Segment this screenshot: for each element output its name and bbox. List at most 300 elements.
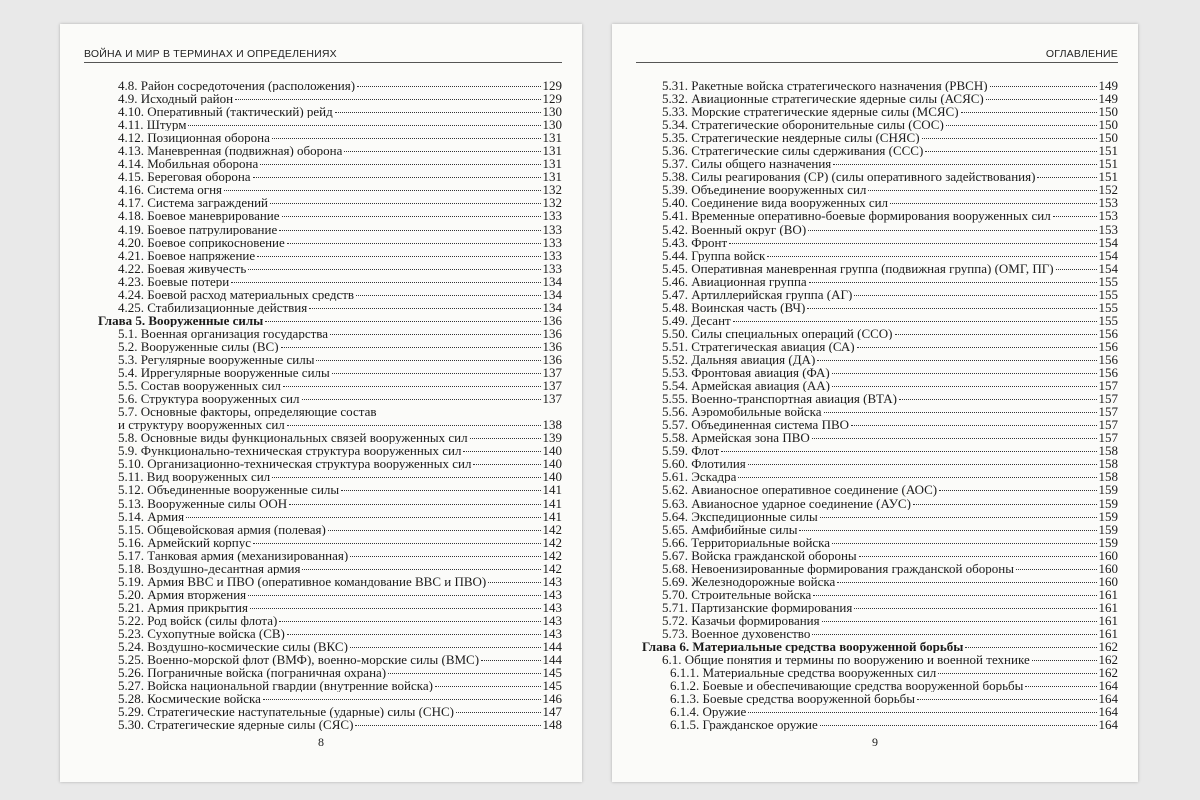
dot-leader [328,530,541,531]
toc-entry-page: 129 [542,78,562,93]
dot-leader [851,425,1096,426]
dot-leader [986,99,1097,100]
toc-entry-page: 134 [542,299,562,315]
dot-leader [1056,269,1097,270]
toc-entry [98,144,562,157]
toc-chapter-entry [642,640,1118,653]
toc-entry-page: 137 [542,365,562,381]
dot-leader [748,712,1096,713]
toc-entry-title: Глава 6. Материальные средства вооруженной борьбы [642,640,964,654]
toc-entry-title: 6.1.3. Боевые средства вооруженной борьбы [670,692,916,706]
toc-entry-title: 5.27. Войска национальной гвардии (внутренние войска) [118,679,433,693]
toc-entry-title: 5.8. Основные виды функциональных связей вооруженных сил [118,431,468,445]
toc-entry-title: 5.73. Военное духовенство [662,626,811,641]
toc-entry-page: 153 [1098,221,1118,237]
dot-leader [231,282,540,283]
dot-leader [481,660,540,661]
toc-entry-page: 164 [1098,678,1118,694]
toc-entry [642,249,1118,262]
toc-entry-title: 5.24. Воздушно-космические силы (ВКС) [118,640,348,654]
dot-leader [925,151,1096,152]
dot-leader [938,673,1096,674]
toc-entry-page: 142 [542,560,562,576]
toc-entry-page: 137 [542,391,562,407]
toc-entry-page: 141 [542,495,562,511]
dot-leader [748,464,1097,465]
toc-entry-page: 144 [542,639,562,655]
dot-leader [854,295,1096,296]
toc-entry [98,353,562,366]
toc-entry-page: 129 [542,91,562,107]
toc-entry-title: 4.23. Боевые потери [118,274,230,288]
toc-entry-title: 5.60. Флотилия [662,457,746,471]
toc-entry-page: 146 [542,691,562,707]
toc-entry-title: и структуру вооруженных сил [118,418,285,432]
toc-entry [642,588,1118,601]
dot-leader [224,190,540,191]
toc-entry-title: 5.37. Силы общего назначения [662,157,832,171]
toc-entry-page: 143 [542,586,562,602]
dot-leader [812,438,1097,439]
toc-entry [98,392,562,405]
toc-entry-page: 136 [542,325,562,341]
toc-entry-page: 151 [1098,169,1118,185]
toc-entry-title: 5.36. Стратегические силы сдерживания (ССС) [662,144,924,158]
page-number: 8 [318,735,324,749]
toc-entry-title: 5.23. Сухопутные войска (СВ) [118,626,285,641]
toc-entry-title: 4.15. Береговая оборона [118,170,251,184]
toc-entry [642,288,1118,301]
toc-entry [98,549,562,562]
toc-entry-page: 160 [1098,573,1118,589]
toc-entry [98,340,562,353]
toc-entry-title: 5.5. Состав вооруженных сил [118,379,281,393]
dot-leader [917,699,1096,700]
toc-entry-page: 158 [1098,443,1118,459]
toc-entry-page: 136 [542,312,562,328]
toc-entry-page: 159 [1098,495,1118,511]
dot-leader [265,321,540,322]
toc-entry-title: 5.69. Железнодорожные войска [662,574,836,588]
toc-entry-page: 162 [1098,652,1118,668]
toc-entry [98,262,562,275]
toc-entry-title: 5.63. Авианосное ударное соединение (АУС) [662,496,911,510]
toc-entry-title: 5.14. Армия [118,509,185,523]
toc-entry-page: 159 [1098,482,1118,498]
dot-leader [470,438,541,439]
toc-entry-title: 4.19. Боевое патрулирование [118,222,278,236]
toc-entry-page: 159 [1098,508,1118,524]
toc-entry [642,705,1118,718]
toc-entry [98,640,562,653]
toc-entry-title: 5.16. Армейский корпус [118,535,252,549]
toc-entry-page: 160 [1098,547,1118,563]
toc-entry [98,575,562,588]
toc-entry-title: 4.22. Боевая живучесть [118,261,247,275]
toc-entry-title: 5.12. Объединенные вооруженные силы [118,483,340,497]
dot-leader [922,138,1097,139]
toc-entry-title: 5.68. Невоенизированные формирования гражданской обороны [662,561,1014,575]
toc-entry [98,118,562,131]
toc-entry-title: 5.40. Соединение вида вооруженных сил [662,196,889,210]
toc-entry-title: 5.19. Армия ВВС и ПВО (оперативное командование ВВС и ПВО) [118,574,487,588]
toc-entry [642,457,1118,470]
toc-entry-title: 5.62. Авианосное оперативное соединение (АОС) [662,483,938,497]
toc-entry-page: 131 [542,130,562,146]
dot-leader [330,334,540,335]
toc-entry [642,301,1118,314]
toc-entry [98,105,562,118]
dot-leader [335,112,541,113]
toc-entry-title: 5.17. Танковая армия (механизированная) [118,548,349,562]
toc-entry-title: 5.7. Основные факторы, определяющие состав [118,405,377,419]
toc-entry-title: 5.45. Оперативная маневренная группа (подвижная группа) (ОМГ, ПГ) [662,261,1054,275]
toc-entry-page: 138 [542,417,562,433]
toc-entry-title: 5.72. Казачьи формирования [662,613,820,627]
dot-leader [350,647,541,648]
toc-entry [98,366,562,379]
toc-entry-page: 164 [1098,691,1118,707]
toc-entry-title: 4.10. Оперативный (тактический) рейд [118,105,333,119]
toc-entry-title: 5.43. Фронт [662,235,728,249]
toc-entry [98,692,562,705]
dot-leader [357,86,540,87]
toc-entry [98,601,562,614]
toc-entry [642,562,1118,575]
toc-entry-title: 6.1.1. Материальные средства вооруженных сил [670,666,937,680]
dot-leader [188,125,540,126]
dot-leader [350,556,540,557]
toc-entry [642,183,1118,196]
toc-entry-page: 134 [542,286,562,302]
toc-entry-page: 164 [1098,717,1118,733]
toc-entry-page: 151 [1098,143,1118,159]
toc-entry-page: 161 [1098,586,1118,602]
dot-leader [263,699,541,700]
toc-entry [642,209,1118,222]
toc-entry-page: 145 [542,678,562,694]
toc-entry [642,483,1118,496]
toc-entry [98,523,562,536]
dot-leader [854,608,1096,609]
dot-leader [857,347,1097,348]
toc-entry [642,510,1118,523]
dot-leader [287,634,541,635]
toc-entry [642,653,1118,666]
dot-leader [355,725,540,726]
dot-leader [302,399,541,400]
toc-entry [642,105,1118,118]
dot-leader [344,151,540,152]
toc-entry-page: 132 [542,182,562,198]
toc-entry-page: 156 [1098,351,1118,367]
toc-entry-page: 147 [542,704,562,720]
dot-leader [253,177,541,178]
toc-entry-page: 134 [542,273,562,289]
toc-entry-page: 156 [1098,338,1118,354]
toc-entry [642,170,1118,183]
toc-entry-page: 148 [542,717,562,733]
toc-entry [98,79,562,92]
toc-entry-page: 143 [542,612,562,628]
toc-entry-title: 5.31. Ракетные войска стратегического назначения (РВСН) [662,79,988,93]
dot-leader [248,595,540,596]
toc-entry-title: 6.1.4. Оружие [670,705,747,719]
dot-leader [1016,569,1097,570]
toc-entry [642,92,1118,105]
dot-leader [341,490,540,491]
toc-entry [642,340,1118,353]
dot-leader [456,712,541,713]
toc-entry-title: 5.11. Вид вооруженных сил [118,470,271,484]
dot-leader [767,256,1096,257]
toc-entry-page: 155 [1098,273,1118,289]
toc-entry-title: Глава 5. Вооруженные силы [98,313,264,327]
dot-leader [813,595,1096,596]
dot-leader [435,686,541,687]
toc-entry [98,666,562,679]
toc-entry [98,497,562,510]
toc-entry [642,692,1118,705]
dot-leader [473,464,540,465]
toc-entry [98,301,562,314]
dot-leader [939,490,1096,491]
toc-entry [642,314,1118,327]
dot-leader [832,543,1096,544]
toc-entry-page: 142 [542,534,562,550]
dot-leader [990,86,1097,87]
toc-entry-title: 5.48. Воинская часть (ВЧ) [662,300,806,314]
toc-entry-page: 157 [1098,417,1118,433]
toc-entry-title: 5.55. Военно-транспортная авиация (ВТА) [662,392,897,406]
page-number: 9 [872,735,878,749]
dot-leader [235,99,540,100]
toc-entry-title: 4.16. Система огня [118,183,223,197]
dot-leader [807,308,1096,309]
toc-entry [642,666,1118,679]
toc-entry [642,118,1118,131]
toc-entry [98,536,562,549]
toc-entry [642,79,1118,92]
toc-entry-title: 5.4. Иррегулярные вооруженные силы [118,366,330,380]
toc-entry [642,144,1118,157]
toc-entry [642,327,1118,340]
dot-leader [799,530,1096,531]
toc-entry-title: 4.8. Район сосредоточения (расположения) [118,79,356,93]
dot-leader [808,230,1096,231]
toc-entry-page: 149 [1098,78,1118,93]
toc-entry [98,444,562,457]
toc-entry-title: 5.47. Артиллерийская группа (АГ) [662,287,853,301]
dot-leader [272,477,540,478]
toc-entry-title: 5.1. Военная организация государства [118,326,329,340]
toc-entry-page: 141 [542,482,562,498]
toc-entry-title: 4.21. Боевое напряжение [118,248,256,262]
toc-entry-page: 133 [542,208,562,224]
toc-entry [642,236,1118,249]
toc-entry-page: 155 [1098,286,1118,302]
toc-entry-page: 144 [542,652,562,668]
toc-entry-page: 133 [542,247,562,263]
toc-entry [642,223,1118,236]
toc-entry [642,549,1118,562]
toc-entry [98,379,562,392]
toc-entry-page: 151 [1098,156,1118,172]
toc-entry [98,431,562,444]
toc-entry [98,718,562,731]
toc-entry [98,705,562,718]
toc-entry [642,379,1118,392]
dot-leader [833,164,1096,165]
toc-entry-title: 5.3. Регулярные вооруженные силы [118,352,315,367]
dot-leader [1037,177,1096,178]
toc-entry [98,275,562,288]
toc-entry-title: 5.65. Амфибийные силы [662,522,798,536]
toc-entry-page: 140 [542,469,562,485]
toc-entry-page: 143 [542,599,562,615]
dot-leader [1032,660,1097,661]
dot-leader [809,282,1097,283]
dot-leader [332,373,541,374]
dot-leader [260,164,540,165]
dot-leader [965,647,1096,648]
toc-entry [98,288,562,301]
toc-entry-page: 142 [542,521,562,537]
toc-entry [642,418,1118,431]
dot-leader [859,556,1097,557]
toc-entry-title: 4.12. Позиционная оборона [118,131,270,145]
toc-entry-title: 5.39. Объединение вооруженных сил [662,183,867,197]
toc-entry [98,418,562,431]
toc-entry-title: 5.35. Стратегические неядерные силы (СНЯС) [662,131,920,145]
dot-leader [279,230,540,231]
toc-entry [642,497,1118,510]
toc-entry-title: 5.32. Авиационные стратегические ядерные силы (АСЯС) [662,92,984,106]
toc-entry [98,562,562,575]
toc-entry-title: 5.52. Дальняя авиация (ДА) [662,352,816,367]
dot-leader [287,243,541,244]
toc-entry-title: 5.46. Авиационная группа [662,274,807,288]
dot-leader [729,243,1096,244]
toc-entry [98,614,562,627]
toc-entry-title: 4.18. Боевое маневрирование [118,209,280,223]
dot-leader [946,125,1097,126]
toc-entry [642,353,1118,366]
dot-leader [281,347,541,348]
toc-entry-page: 153 [1098,208,1118,224]
toc-entry-page: 154 [1098,260,1118,276]
toc-entry [642,601,1118,614]
right-page [612,24,1138,782]
toc-entry [642,718,1118,731]
toc-entry [642,275,1118,288]
toc-entry-page: 162 [1098,665,1118,681]
dot-leader [899,399,1097,400]
toc-entry-page: 133 [542,260,562,276]
toc-entry-title: 5.57. Объединенная система ПВО [662,418,850,432]
toc-entry-title: 5.26. Пограничные войска (пограничная охрана) [118,666,387,680]
toc-entry-title: 4.17. Система заграждений [118,196,269,210]
toc-entry [642,366,1118,379]
toc-entry-title: 5.25. Военно-морской флот (ВМФ), военно-морские силы (ВМС) [118,653,480,667]
toc-entry [98,249,562,262]
dot-leader [356,295,540,296]
toc-entry [642,405,1118,418]
dot-leader [283,386,541,387]
dot-leader [1053,216,1097,217]
toc-entry-title: 5.64. Экспедиционные силы [662,509,818,523]
toc-entry [98,327,562,340]
toc-list [98,79,562,731]
dot-leader [302,569,540,570]
toc-entry-title: 5.53. Фронтовая авиация (ФА) [662,366,830,380]
dot-leader [248,269,540,270]
toc-entry-title: 4.14. Мобильная оборона [118,157,259,171]
toc-entry-title: 5.6. Структура вооруженных сил [118,392,300,406]
dot-leader [822,621,1097,622]
toc-entry [642,627,1118,640]
toc-chapter-entry [98,314,562,327]
toc-entry-title: 4.25. Стабилизационные действия [118,300,308,314]
toc-entry-title: 4.24. Боевой расход материальных средств [118,287,355,301]
toc-entry-page: 133 [542,221,562,237]
toc-entry-title: 5.71. Партизанские формирования [662,600,853,614]
toc-list [642,79,1118,731]
dot-leader [316,360,540,361]
dot-leader [820,725,1097,726]
toc-entry-page: 155 [1098,312,1118,328]
toc-entry-page: 156 [1098,325,1118,341]
dot-leader [463,451,540,452]
toc-entry-title: 5.29. Стратегические наступательные (ударные) силы (СНС) [118,705,454,719]
toc-entry-title: 5.13. Вооруженные силы ООН [118,496,288,510]
toc-entry-page: 155 [1098,299,1118,315]
toc-entry-page: 162 [1098,639,1118,655]
running-header: ВОЙНА И МИР В ТЕРМИНАХ И ОПРЕДЕЛЕНИЯХ [84,48,562,63]
toc-entry-page: 131 [542,169,562,185]
toc-entry [642,536,1118,549]
dot-leader [721,451,1096,452]
toc-entry [98,209,562,222]
toc-entry-title: 5.30. Стратегические ядерные силы (СЯС) [118,718,354,732]
toc-entry-title: 5.50. Силы специальных операций (ССО) [662,326,893,340]
dot-leader [824,412,1097,413]
left-page [60,24,582,782]
dot-leader [895,334,1097,335]
toc-entry-page: 141 [542,508,562,524]
toc-entry-page: 158 [1098,456,1118,472]
toc-entry-page: 131 [542,156,562,172]
toc-entry-title: 5.38. Силы реагирования (СР) (силы оперативного задействования) [662,170,1036,184]
toc-entry [98,679,562,692]
toc-entry-title: 5.15. Общевойсковая армия (полевая) [118,522,326,536]
toc-entry-page: 160 [1098,560,1118,576]
dot-leader [738,477,1096,478]
toc-entry-page: 142 [542,547,562,563]
toc-entry [98,196,562,209]
dot-leader [186,517,540,518]
toc-entry [98,653,562,666]
toc-entry-title: 5.42. Военный округ (ВО) [662,222,807,236]
dot-leader [913,504,1097,505]
toc-entry-page: 130 [542,104,562,120]
toc-entry-page: 136 [542,338,562,354]
toc-entry-page: 161 [1098,599,1118,615]
dot-leader [733,321,1097,322]
toc-entry [642,157,1118,170]
dot-leader [279,621,540,622]
toc-entry-title: 5.22. Род войск (силы флота) [118,613,278,627]
